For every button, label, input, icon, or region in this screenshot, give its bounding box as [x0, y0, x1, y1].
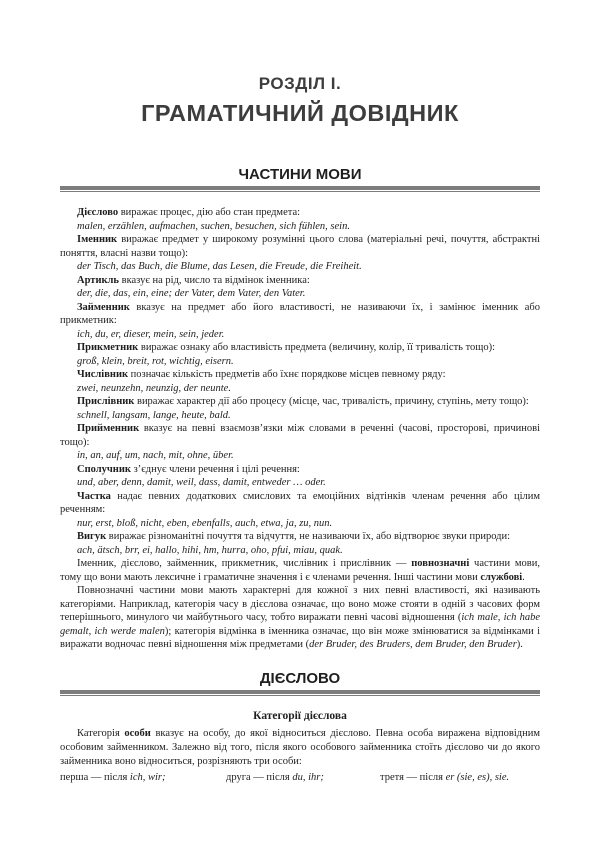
text-run: ); категорія відмінка в іменника означає, що він може змінюватися за відмінками і виражати водночас певні відношення між предметами ( — [60, 625, 540, 650]
definition-term: Сполучник — [77, 463, 131, 475]
definition-item — [60, 422, 540, 449]
definition-text: позначає кількість предметів або їхнє порядкове місцев певному ряду: — [128, 369, 446, 380]
definition-item — [60, 530, 540, 544]
definition-examples: groß, klein, breit, rot, wichtig, eisern. — [77, 355, 234, 367]
definition-term: Прикметник — [77, 342, 139, 353]
definition-item — [60, 206, 540, 220]
definition-text: виражає предмет у широкому розумінні цього слова (матеріальні речі, почуття, абстрактні поняття, власні назви тощо): — [60, 234, 540, 259]
definition-text: з’єднує члени речення і цілі речення: — [130, 463, 300, 475]
definition-text: виражає різноманітні почуття та відчуття, не називаючи їх, або відтворює звуки природи: — [106, 531, 511, 542]
verb-categories-body — [60, 727, 540, 769]
paragraph-person — [60, 727, 540, 769]
chapter-label: РОЗДІЛ І. — [258, 74, 342, 93]
definition-term: Прислівник — [77, 396, 135, 407]
definition-item — [60, 395, 540, 409]
person-label: друга — після — [226, 772, 293, 783]
definition-text: виражає ознаку або властивість предмета (величину, колір, її тривалість тощо): — [138, 342, 496, 353]
definition-examples: schnell, langsam, lange, heute, bald. — [77, 409, 231, 421]
definition-text: виражає процес, дію або стан предмета: — [118, 207, 301, 218]
text-run: вказує на особу, до якої відноситься дієслово. Певна особа виражена відповідним особовим займенником. Залежно від того, після якого особового займенника стоїть дієслово чи до якого займенника воно відноситься, розрізняють три особи: — [60, 728, 540, 767]
definition-examples: ich, du, er, dieser, mein, sein, jeder. — [77, 328, 225, 340]
definition-item — [60, 233, 540, 260]
person-pronouns: er (sie, es), sie. — [445, 772, 510, 783]
italic-example: der Bruder, des Bruders, dem Bruder, den Bruder — [309, 639, 517, 650]
definition-text: вказує на предмет або його властивості, не називаючи їх, і замінює іменник або прикметник: — [60, 301, 540, 326]
person-first — [60, 771, 166, 785]
definition-examples: der, die, das, ein, eine; der Vater, dem Vater, den Vater. — [77, 288, 306, 299]
paragraph-full-meaning — [60, 557, 540, 584]
definition-term: Прийменник — [77, 423, 140, 434]
bold-term: повнозначні — [411, 558, 470, 569]
definition-examples: zwei, neunzehn, neunzig, der neunte. — [77, 382, 231, 394]
definition-text: вказує на певні взаємозв’язки між словами в реченні (часові, просторові, причинові тощо): — [60, 423, 540, 448]
definition-item — [60, 301, 540, 328]
section-divider — [60, 186, 540, 190]
text-run: Категорія — [77, 728, 125, 739]
chapter-title: ГРАМАТИЧНИЙ ДОВІДНИК — [141, 100, 459, 126]
definition-term: Вигук — [77, 531, 107, 542]
definition-examples: ach, ätsch, brr, ei, hallo, hihi, hm, hurra, oho, pfui, miau, quak. — [77, 544, 343, 556]
definition-examples: malen, erzählen, aufmachen, suchen, besuchen, sich fühlen, sein. — [77, 220, 350, 232]
person-pronouns: ich, wir; — [129, 772, 166, 783]
definition-list — [60, 206, 540, 557]
definition-item — [60, 274, 540, 288]
subsection-heading: Категорії дієслова — [253, 710, 347, 722]
definition-term: Іменник — [77, 234, 118, 245]
definition-term: Дієслово — [77, 207, 119, 218]
definition-item — [60, 490, 540, 517]
bold-term: особи — [124, 728, 151, 739]
definition-term: Частка — [77, 490, 111, 502]
definition-examples: der Tisch, das Buch, die Blume, das Lesen, die Freude, die Freiheit. — [77, 261, 362, 272]
definition-item — [60, 368, 540, 382]
definition-term: Займенник — [77, 301, 130, 313]
definition-term: Артикль — [77, 274, 119, 286]
person-second — [226, 771, 324, 785]
section-divider — [60, 690, 540, 694]
definition-examples: und, aber, denn, damit, weil, dass, damit, entweder … oder. — [77, 477, 326, 488]
person-label: третя — після — [380, 772, 446, 783]
italic-example: ich male, ich habe gemalt, ich werde malen — [60, 612, 540, 637]
parts-of-speech-body — [60, 206, 540, 652]
bold-term: службові — [480, 571, 523, 583]
definition-examples: nur, erst, bloß, nicht, eben, ebenfalls, auch, etwa, ja, zu, nun. — [77, 517, 333, 529]
section-heading-verb: ДІЄСЛОВО — [259, 670, 341, 687]
definition-term: Числівник — [77, 369, 129, 380]
paragraph-categories — [60, 584, 540, 652]
text-run: Повнозначні частини мови мають характерні для кожної з них певні властивості, які називають категоріями. Наприклад, категорія часу в дієслова означає, що воно може стояти в одній з часових форм теперішнього, минулого чи майбутнього часу, тобто виражати певні часові відношення ( — [60, 585, 540, 623]
definition-examples: in, an, auf, um, nach, mit, ohne, über. — [77, 450, 234, 461]
text-run: Іменник, дієслово, займенник, прикметник, числівник і прислівник — — [77, 558, 412, 569]
definition-item — [60, 341, 540, 355]
person-label: перша — після — [60, 772, 130, 783]
text-run: ). — [516, 639, 523, 650]
definition-text: вказує на рід, число та відмінок іменника: — [119, 274, 310, 286]
text-run: частини мови, тому що вони мають лексичне і граматичне значення і є членами речення. Інші частини мови — [60, 558, 540, 583]
definition-text: виражає характер дії або процесу (місце, час, тривалість, причину, ступінь, мету тощо): — [134, 396, 529, 407]
section-heading-parts-of-speech: ЧАСТИНИ МОВИ — [238, 166, 362, 183]
person-third — [380, 771, 509, 785]
text-run: . — [522, 571, 525, 583]
definition-text: надає певних додаткових смислових та емоційних відтінків членам речення або цілим реченням: — [60, 490, 540, 515]
person-pronouns: du, ihr; — [292, 772, 324, 783]
definition-item — [60, 463, 540, 477]
